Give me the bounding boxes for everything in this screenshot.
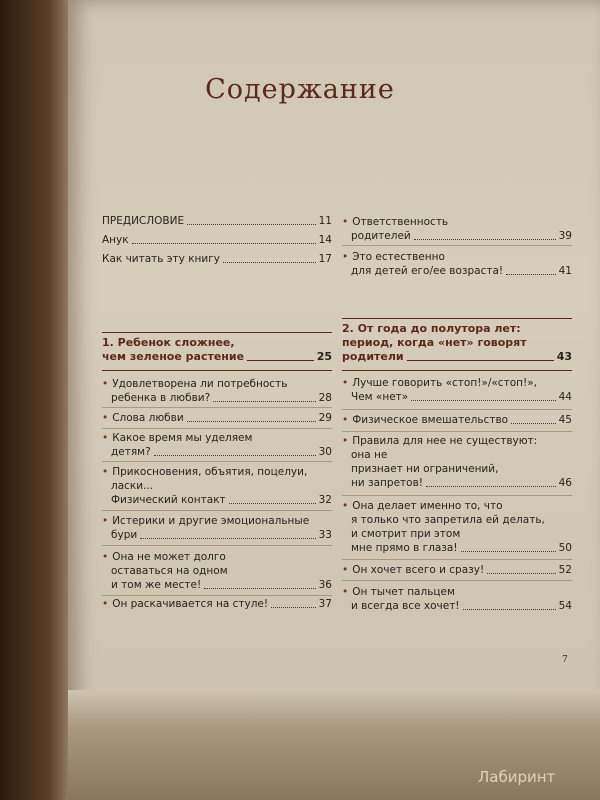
toc-item: • Она делает именно то, что я только что запретила ей делать, и смотрит при этом мне прямо в глаза! 50 bbox=[342, 500, 572, 554]
toc-entry-text: ПРЕДИСЛОВИЕ bbox=[102, 215, 185, 227]
page-title: Содержание bbox=[205, 74, 395, 105]
watermark-logo: Лабиринт bbox=[478, 768, 556, 786]
chapter-title-line: 2. От года до полутора лет: bbox=[342, 322, 521, 335]
chapter-rule bbox=[102, 332, 332, 333]
toc-item: • Она не может долго оставаться на одном и том же месте! 36 bbox=[102, 551, 332, 591]
item-divider bbox=[342, 559, 572, 560]
page-number: 7 bbox=[562, 655, 568, 665]
toc-item: • Он тычет пальцем и всегда все хочет! 54 bbox=[342, 586, 572, 612]
item-divider bbox=[102, 461, 332, 462]
item-divider bbox=[102, 407, 332, 408]
chapter-rule bbox=[102, 370, 332, 371]
toc-chapter-1 bbox=[102, 336, 332, 364]
toc-item: • Прикосновения, объятия, поцелуи, ласки... Физический контакт 32 bbox=[102, 466, 332, 506]
toc-page-number: 11 bbox=[318, 215, 332, 227]
toc-item: • Удовлетворена ли потребность ребенка в любви? 28 bbox=[102, 378, 332, 404]
item-divider bbox=[342, 409, 572, 410]
toc-item: • Какое время мы уделяем детям? 30 bbox=[102, 432, 332, 458]
toc-item: • Ответственность родителей 39 bbox=[342, 216, 572, 242]
toc-item: • Он раскачивается на стуле! 37 bbox=[102, 598, 332, 610]
toc-entry-preface bbox=[102, 214, 332, 228]
chapter-rule bbox=[342, 318, 572, 319]
toc-entry-text: Анук bbox=[102, 234, 129, 246]
item-divider bbox=[102, 428, 332, 429]
item-divider bbox=[342, 431, 572, 432]
chapter-title-line: 1. Ребенок сложнее, bbox=[102, 336, 235, 349]
item-divider bbox=[102, 545, 332, 546]
toc-item: • Он хочет всего и сразу! 52 bbox=[342, 564, 572, 576]
chapter-title-line: период, когда «нет» говорят bbox=[342, 336, 527, 349]
toc-entry-anuk bbox=[102, 233, 332, 247]
toc-item: • Истерики и другие эмоциональные бури 33 bbox=[102, 515, 332, 541]
item-divider bbox=[102, 510, 332, 511]
toc-item: • Лучше говорить «стоп!»/«стоп!», Чем «нет» 44 bbox=[342, 377, 572, 403]
item-divider bbox=[342, 495, 572, 496]
chapter-title-line: родители bbox=[342, 350, 404, 363]
toc-item: • Слова любви 29 bbox=[102, 412, 332, 424]
toc-page-number: 14 bbox=[318, 234, 332, 246]
toc-item: • Физическое вмешательство 45 bbox=[342, 414, 572, 426]
toc-item: • Правила для нее не существуют: она не признает ни ограничений, ни запретов! 46 bbox=[342, 435, 572, 489]
chapter-rule bbox=[342, 370, 572, 371]
item-divider bbox=[342, 245, 572, 246]
toc-item: • Это естественно для детей его/ее возраста! 41 bbox=[342, 251, 572, 277]
toc-page-number: 25 bbox=[316, 350, 332, 363]
item-divider bbox=[342, 580, 572, 581]
item-divider bbox=[102, 595, 332, 596]
toc-entry-text: Как читать эту книгу bbox=[102, 253, 220, 265]
chapter-title-line: чем зеленое растение bbox=[102, 350, 245, 363]
toc-page-number: 43 bbox=[556, 350, 572, 363]
toc-chapter-2 bbox=[342, 322, 572, 364]
toc-entry-how-to-read bbox=[102, 252, 332, 266]
toc-page-number: 17 bbox=[318, 253, 332, 265]
